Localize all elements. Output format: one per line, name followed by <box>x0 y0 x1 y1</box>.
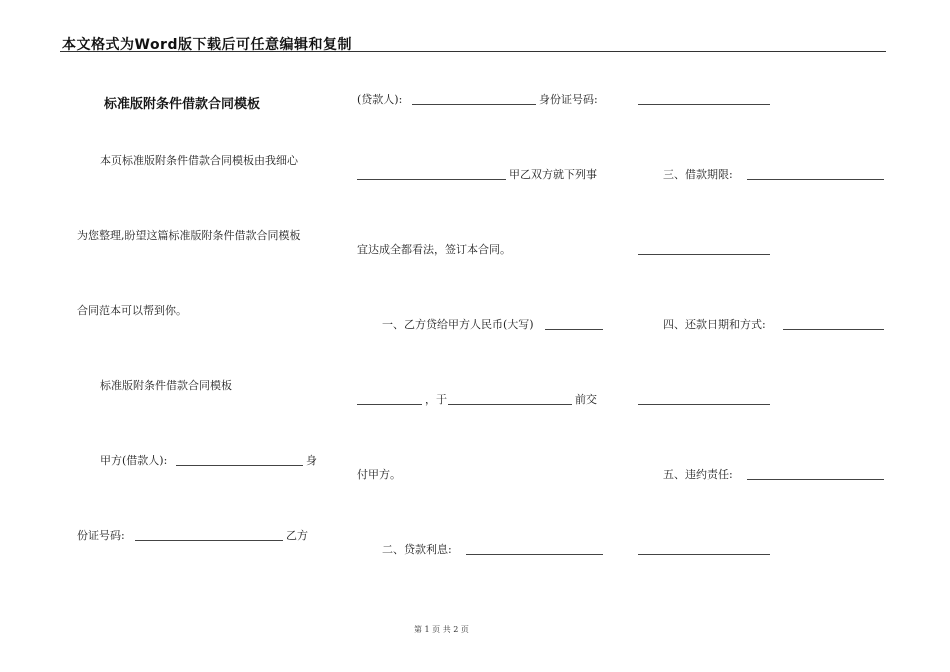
before-pay-text: 前交 <box>575 393 597 406</box>
party-b-prefix: 乙方 <box>286 529 308 542</box>
item-4-label: 四、还款日期和方式: <box>663 318 766 331</box>
repayment-blank <box>783 329 884 330</box>
date-blank <box>448 404 572 405</box>
item-1-label: 一、乙方贷给甲方人民币(大写) <box>382 318 534 331</box>
term-blank-2 <box>638 254 770 255</box>
intro-line-1: 本页标准版附条件借款合同模板由我细心 <box>100 154 298 167</box>
item-2-label: 二、贷款利息: <box>382 543 452 556</box>
lender-label: (贷款人): <box>357 93 403 106</box>
header-divider <box>60 51 886 52</box>
lender-blank <box>412 104 536 105</box>
repayment-blank-2 <box>638 404 770 405</box>
lender-id-blank <box>357 179 506 180</box>
party-a-label: 甲方(借款人): <box>100 454 168 467</box>
liability-blank <box>747 479 884 480</box>
page-number: 第 1 页 共 2 页 <box>414 625 469 634</box>
agreement-text-2: 宜达成全都看法，签订本合同。 <box>357 243 511 256</box>
party-a-suffix: 身 <box>306 454 317 467</box>
intro-line-2: 为您整理,盼望这篇标准版附条件借款合同模板 <box>77 229 301 242</box>
liability-blank-2 <box>638 554 770 555</box>
amount-blank <box>545 329 603 330</box>
pay-to-text: 付甲方。 <box>357 468 401 481</box>
section-subtitle: 标准版附条件借款合同模板 <box>100 379 232 392</box>
party-a-blank <box>176 465 303 466</box>
interest-blank <box>466 554 603 555</box>
intro-line-3: 合同范本可以帮到你。 <box>77 304 187 317</box>
agreement-text: 甲乙双方就下列事 <box>509 168 597 181</box>
page-header: 本文格式为Word版下载后可任意编辑和复制 <box>62 37 352 53</box>
item-3-label: 三、借款期限: <box>663 168 733 181</box>
item-5-label: 五、违约责任: <box>663 468 733 481</box>
lender-id-label: 身份证号码: <box>539 93 598 106</box>
date-prefix: ，于 <box>425 393 447 406</box>
term-blank <box>747 179 884 180</box>
id-blank-col3 <box>638 104 770 105</box>
id-number-blank <box>135 540 283 541</box>
id-number-label: 份证号码: <box>77 529 125 542</box>
amount-blank-2 <box>357 404 422 405</box>
document-title: 标准版附条件借款合同模板 <box>104 97 261 112</box>
